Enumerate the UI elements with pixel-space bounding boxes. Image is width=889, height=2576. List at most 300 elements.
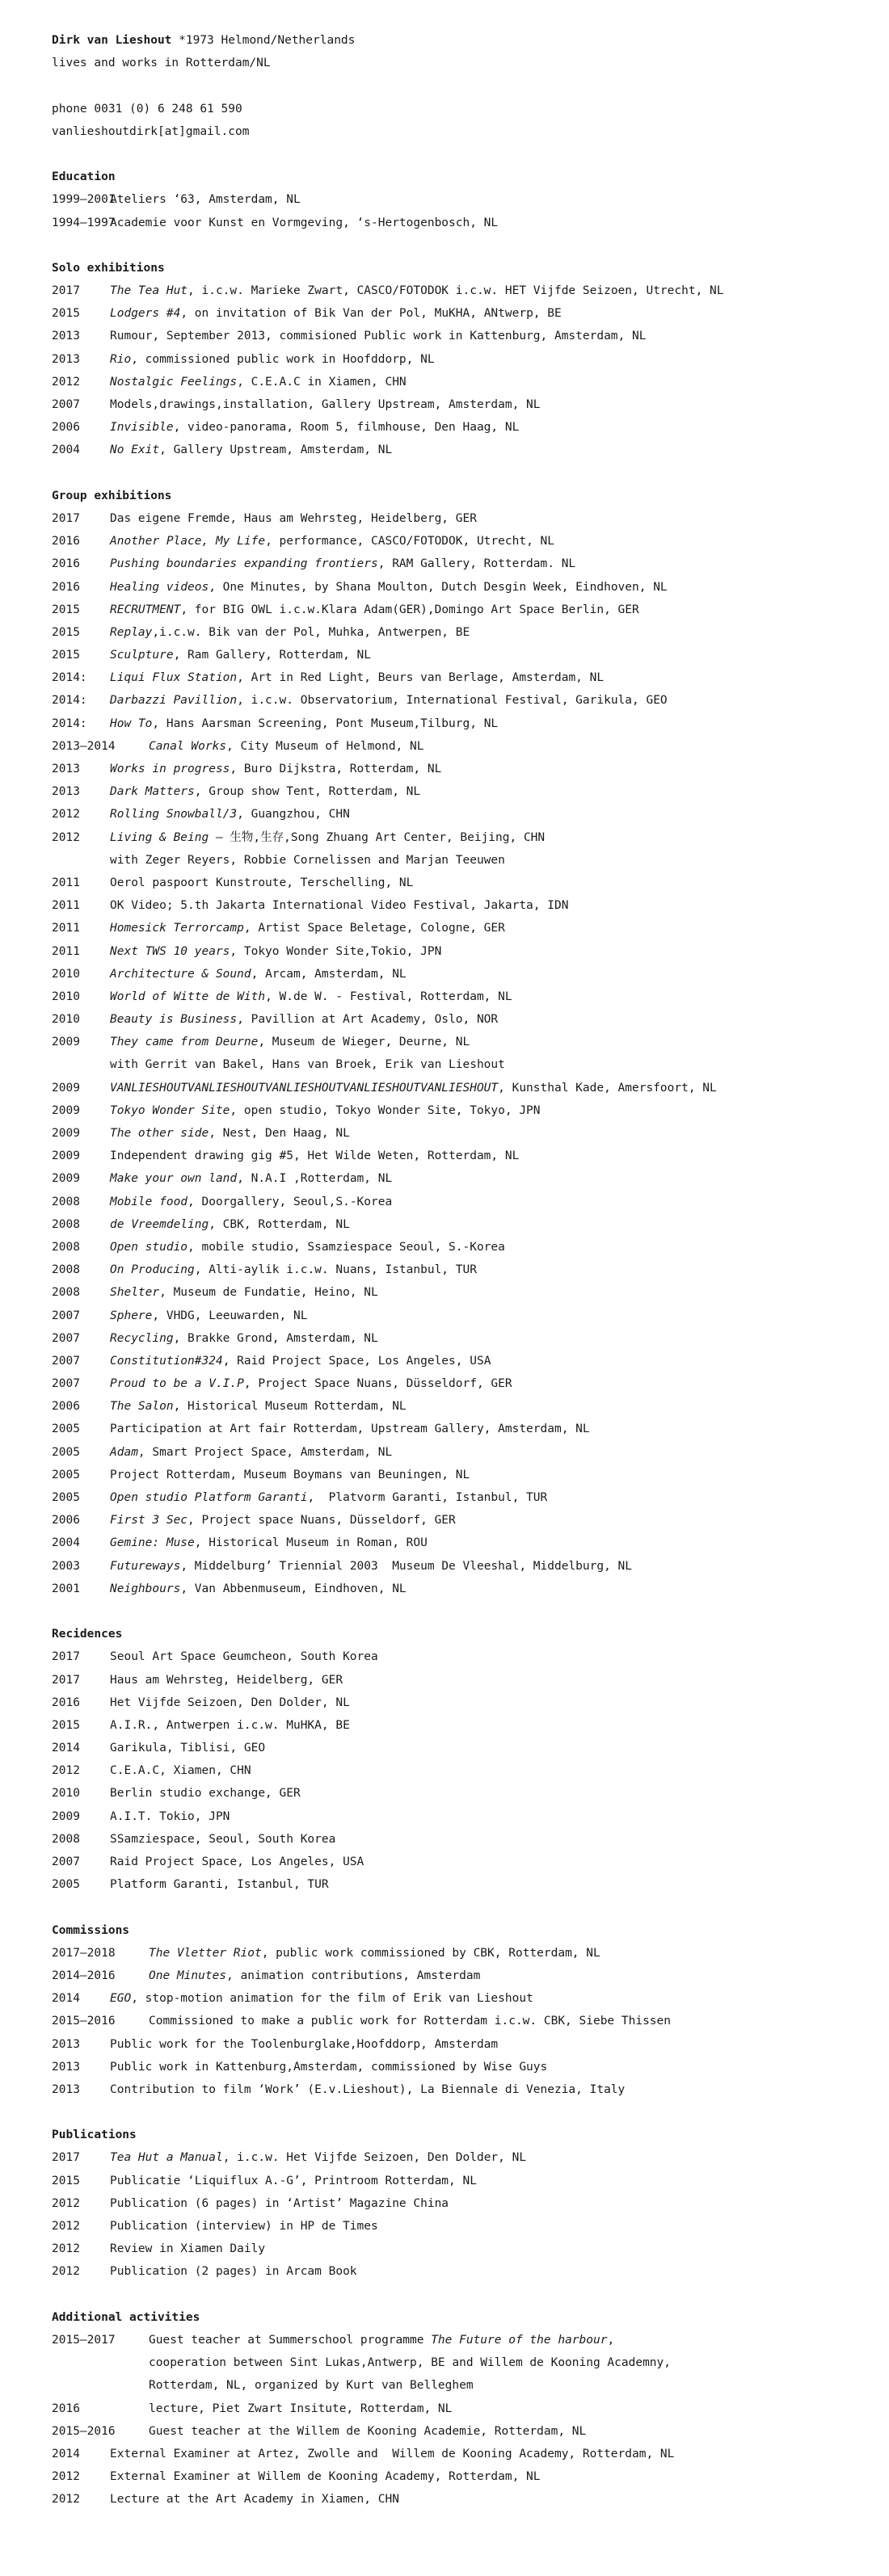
entry-year: 2016 [52, 557, 80, 571]
cv-entry [52, 1555, 889, 1578]
entry-text: Garikula, Tiblisi, GEO [110, 1742, 266, 1755]
entry-text: , Van Abbenmuseum, Eindhoven, NL [180, 1582, 407, 1595]
entry-text: , Art in Red Light, Beurs van Berlage, Amsterdam, NL [237, 671, 605, 685]
entry-title: Beauty is Business [110, 1013, 238, 1027]
cv-entry [52, 2192, 889, 2215]
entry-year: 2012 [52, 808, 80, 822]
cv-entry [52, 735, 889, 758]
cv-entry [52, 553, 889, 575]
entry-title: VANLIESHOUTVANLIESHOUTVANLIESHOUTVANLIESHOUTVANLIESHOUT [110, 1081, 499, 1095]
entry-text: , Historical Museum Rotterdam, NL [173, 1400, 407, 1414]
cv-section [52, 485, 889, 1623]
entry-text: , Guangzhou, CHN [237, 808, 350, 822]
entry-title: Invisible [110, 421, 174, 435]
entry-title: Open studio [110, 1240, 188, 1254]
entry-text: with Gerrit van Bakel, Hans van Broek, Erik van Lieshout [110, 1058, 505, 1072]
entry-year: 2013 [52, 785, 80, 799]
entry-text: , video-panorama, Room 5, filmhouse, Den Haag, NL [173, 421, 520, 435]
entry-year: 2015–2017 [52, 2333, 116, 2347]
entry-text: , VHDG, Leeuwarden, NL [152, 1309, 308, 1322]
entry-year: 2017 [52, 284, 80, 298]
entry-title: Tokyo Wonder Site [110, 1103, 230, 1117]
entry-year: 2010 [52, 1787, 80, 1801]
cv-entry [52, 1145, 889, 1167]
cv-entry [52, 2351, 889, 2374]
entry-title: Futureways [110, 1559, 181, 1573]
entry-title: Next TWS 10 years [110, 944, 230, 958]
cv-entry [52, 826, 889, 849]
entry-title: Works in progress [110, 763, 230, 775]
entry-title: Shelter [110, 1286, 160, 1300]
entry-year: 2009 [52, 1172, 80, 1186]
entry-year: 2006 [52, 1400, 80, 1414]
cv-entry [52, 279, 889, 302]
entry-title: Tea Hut a Manual [110, 2151, 223, 2165]
entry-text: , Group show Tent, Rotterdam, NL [194, 785, 421, 799]
entry-text: , Doorgallery, Seoul,S.-Korea [187, 1195, 393, 1208]
entry-title: The Salon [110, 1400, 174, 1414]
cv-entry [52, 393, 889, 416]
cv-section [52, 166, 889, 257]
entry-title: The other side [110, 1127, 209, 1140]
entry-year: 2007 [52, 1855, 80, 1868]
cv-entry [52, 758, 889, 780]
entry-text: , Raid Project Space, Los Angeles, USA [222, 1354, 491, 1368]
entry-title: EGO [110, 1992, 132, 2006]
entry-year: 2005 [52, 1468, 80, 1481]
entry-year: 2015 [52, 1718, 80, 1732]
entry-year: 2015–2016 [52, 2015, 116, 2028]
cv-entry [52, 1213, 889, 1236]
cv-entry [52, 599, 889, 621]
entry-text: , Arcam, Amsterdam, NL [251, 967, 407, 981]
entry-text: Models,drawings,installation, Gallery Upstream, Amsterdam, NL [110, 398, 541, 411]
entry-text: lecture, Piet Zwart Insitute, Rotterdam, NL [149, 2402, 453, 2415]
cv-entry [52, 1031, 889, 1053]
entry-text: SSamziespace, Seoul, South Korea [110, 1832, 336, 1846]
entry-title: Open studio Platform Garanti [110, 1491, 308, 1504]
entry-year: 2006 [52, 1514, 80, 1528]
entry-year: 2017–2018 [52, 1946, 116, 1960]
email-line: vanlieshoutdirk[at]gmail.com [52, 124, 250, 138]
section-gap [52, 1600, 889, 1623]
cv-entry [52, 1236, 889, 1259]
section-heading: Additional activities [52, 2310, 200, 2324]
cv-entry [52, 2170, 889, 2192]
entry-text: A.I.T. Tokio, JPN [110, 1809, 230, 1823]
entry-text: , Brakke Grond, Amsterdam, NL [173, 1331, 378, 1345]
entry-year: 2011 [52, 922, 80, 935]
cv-entry [52, 576, 889, 599]
cv-entry [52, 689, 889, 712]
entry-text: External Examiner at Artez, Zwolle and Willem de Kooning Academy, Rotterdam, NL [110, 2447, 675, 2460]
cv-entry [52, 2238, 889, 2260]
entry-title: Dark Matters [110, 785, 195, 799]
cv-entry [52, 963, 889, 985]
entry-year: 2007 [52, 1354, 80, 1368]
entry-text: , public work commissioned by CBK, Rotterdam, NL [261, 1946, 600, 1960]
cv-entry [52, 530, 889, 553]
entry-year: 2015 [52, 307, 80, 321]
cv-entry [52, 1851, 889, 1873]
entry-year: 2013 [52, 2060, 80, 2074]
entry-text: Participation at Art fair Rotterdam, Upstream Gallery, Amsterdam, NL [110, 1422, 590, 1436]
entry-text: , Pavillion at Art Academy, Oslo, NOR [237, 1013, 499, 1027]
entry-year: 2008 [52, 1263, 80, 1277]
entry-text: , One Minutes, by Shana Moulton, Dutch Desgin Week, Eindhoven, NL [209, 580, 668, 594]
entry-year: 2017 [52, 1650, 80, 1664]
cv-entry [52, 712, 889, 735]
cv-entry [52, 1395, 889, 1418]
entry-text: Berlin studio exchange, GER [110, 1787, 301, 1801]
entry-year: 2016 [52, 2402, 80, 2415]
entry-title: The Tea Hut [110, 284, 188, 298]
cv-entry [52, 416, 889, 439]
section-gap [52, 2101, 889, 2124]
entry-title: Sphere [110, 1309, 153, 1322]
section-gap [52, 462, 889, 485]
cv-entry [52, 1942, 889, 1965]
entry-year: 2008 [52, 1195, 80, 1208]
cv-entry [52, 212, 889, 234]
residence-line: lives and works in Rotterdam/NL [52, 57, 271, 70]
cv-entry [52, 1099, 889, 1122]
section-heading: Recidences [52, 1628, 123, 1641]
entry-text: Project Rotterdam, Museum Boymans van Beuningen, NL [110, 1468, 470, 1481]
entry-text: Lecture at the Art Academy in Xiamen, CHN [110, 2493, 399, 2507]
entry-year: 2005 [52, 1445, 80, 1459]
cv-entry [52, 1737, 889, 1759]
entry-text: , [607, 2333, 615, 2347]
entry-year: 2009 [52, 1127, 80, 1140]
cv-entry [52, 1464, 889, 1486]
entry-title: No Exit [110, 443, 160, 457]
entry-title: Neighbours [110, 1582, 181, 1595]
entry-text: OK Video; 5.th Jakarta International Video Festival, Jakarta, IDN [110, 899, 569, 913]
entry-text: Rumour, September 2013, commisioned Public work in Kattenburg, Amsterdam, NL [110, 330, 647, 343]
section-heading: Commissions [52, 1923, 130, 1937]
cv-entry [52, 1669, 889, 1691]
entry-year: 2015 [52, 649, 80, 662]
entry-text: ,i.c.w. Bik van der Pol, Muhka, Antwerpen, BE [152, 625, 470, 639]
entry-title: Make your own land [110, 1172, 238, 1186]
entry-text: Academie voor Kunst en Vormgeving, ‘s-Hertogenbosch, NL [110, 216, 499, 229]
cv-entry [52, 872, 889, 894]
entry-year: 2013 [52, 352, 80, 366]
entry-text: Seoul Art Space Geumcheon, South Korea [110, 1650, 378, 1664]
entry-text: , animation contributions, Amsterdam [226, 1969, 481, 1982]
cv-entry [52, 1008, 889, 1031]
entry-title: Rolling Snowball/3 [110, 808, 238, 822]
entry-text: Raid Project Space, Los Angeles, USA [110, 1855, 364, 1868]
entry-text: Publicatie ‘Liquiflux A.-G’, Printroom Rotterdam, NL [110, 2174, 477, 2187]
cv-entry [52, 2056, 889, 2078]
entry-text: cooperation between Sint Lukas,Antwerp, BE and Willem de Kooning Academny, [149, 2356, 672, 2370]
cv-entry [52, 1645, 889, 1668]
cv-entry [52, 621, 889, 644]
entry-text: Haus am Wehrsteg, Heidelberg, GER [110, 1673, 343, 1687]
entry-year: 2014 [52, 2447, 80, 2460]
entry-title: de Vreemdeling [110, 1217, 209, 1231]
entry-text: Das eigene Fremde, Haus am Wehrsteg, Heidelberg, GER [110, 511, 477, 525]
entry-text: with Zeger Reyers, Robbie Cornelissen and Marjan Teeuwen [110, 853, 505, 867]
entry-text: , C.E.A.C in Xiamen, CHN [237, 375, 407, 389]
cv-entry [52, 1350, 889, 1372]
entry-text: , open studio, Tokyo Wonder Site, Tokyo, JPN [230, 1103, 541, 1117]
cv-entry [52, 2033, 889, 2056]
entry-text: Publication (2 pages) in Arcam Book [110, 2265, 357, 2279]
cv-entry [52, 1053, 889, 1076]
entry-text: Ateliers ‘63, Amsterdam, NL [110, 193, 301, 207]
cv-entry [52, 325, 889, 347]
entry-year: 2006 [52, 421, 80, 435]
entry-year: 2004 [52, 1536, 80, 1550]
entry-year: 2016 [52, 580, 80, 594]
entry-title: Living & Being [110, 830, 209, 844]
entry-title: On Producing [110, 1263, 195, 1277]
entry-text: , CBK, Rotterdam, NL [209, 1217, 350, 1231]
cv-entry [52, 1327, 889, 1350]
entry-year: 2013 [52, 330, 80, 343]
cv-entry [52, 1532, 889, 1554]
section-heading: Education [52, 170, 116, 184]
entry-year: 2014: [52, 716, 87, 730]
cv-entry [52, 1782, 889, 1805]
entry-text: , Hans Aarsman Screening, Pont Museum,Tilburg, NL [152, 716, 499, 730]
cv-entry [52, 1987, 889, 2010]
entry-title: Recycling [110, 1331, 174, 1345]
entry-title: How To [110, 716, 153, 730]
entry-year: 2005 [52, 1878, 80, 1892]
entry-text: , for BIG OWL i.c.w.Klara Adam(GER),Domingo Art Space Berlin, GER [180, 603, 639, 616]
cv-entry [52, 780, 889, 803]
cv-entry [52, 1714, 889, 1737]
entry-year: 2012 [52, 1764, 80, 1778]
entry-year: 2016 [52, 535, 80, 548]
entry-title: One Minutes [149, 1969, 227, 1982]
entry-title: Proud to be a V.I.P [110, 1377, 244, 1391]
entry-year: 2003 [52, 1559, 80, 1573]
cv-entry [52, 188, 889, 211]
cv-entry [52, 2397, 889, 2420]
cv-entry [52, 371, 889, 393]
entry-year: 2012 [52, 375, 80, 389]
cv-entry [52, 1578, 889, 1600]
entry-year: 2014: [52, 694, 87, 708]
entry-text: , Ram Gallery, Rotterdam, NL [173, 649, 372, 662]
entry-text: , performance, CASCO/FOTODOK, Utrecht, NL [265, 535, 554, 548]
entry-year: 2001 [52, 1582, 80, 1595]
entry-text: Oerol paspoort Kunstroute, Terschelling, NL [110, 876, 414, 889]
entry-year: 1999–2001 [52, 193, 116, 207]
entry-year: 2009 [52, 1081, 80, 1095]
cv-entry [52, 2443, 889, 2465]
entry-text: Independent drawing gig #5, Het Wilde Weten, Rotterdam, NL [110, 1149, 520, 1163]
entry-year: 2012 [52, 2196, 80, 2210]
entry-text: , Platvorm Garanti, Istanbul, TUR [307, 1491, 548, 1504]
entry-text: Contribution to film ‘Work’ (E.v.Lieshout), La Biennale di Venezia, Italy [110, 2082, 626, 2096]
cv-entry [52, 940, 889, 963]
cv-section [52, 1623, 889, 1918]
cv-section [52, 1919, 889, 2124]
cv-entry [52, 2078, 889, 2101]
entry-text: Public work for the Toolenburglake,Hoofddorp, Amsterdam [110, 2037, 499, 2051]
cv-entry [52, 803, 889, 826]
cv-entry [52, 2488, 889, 2511]
cv-entry [52, 348, 889, 371]
entry-title: RECRUTMENT [110, 603, 181, 616]
entry-year: 2007 [52, 398, 80, 411]
cv-entry [52, 1965, 889, 1987]
section-heading: Publications [52, 2128, 137, 2142]
entry-year: 2012 [52, 2242, 80, 2256]
entry-year: 2015–2016 [52, 2424, 116, 2438]
entry-year: 2015 [52, 603, 80, 616]
cv-entry [52, 1281, 889, 1304]
entry-title: Adam [110, 1445, 138, 1459]
entry-text: , RAM Gallery, Rotterdam. NL [377, 557, 576, 571]
cv-entry [52, 1305, 889, 1327]
entry-title: Homesick Terrorcamp [110, 922, 244, 935]
entry-year: 2008 [52, 1240, 80, 1254]
entry-year: 2009 [52, 1149, 80, 1163]
cv-sections [52, 166, 889, 2511]
entry-text: Het Vijfde Seizoen, Den Dolder, NL [110, 1696, 350, 1709]
entry-title: The Vletter Riot [149, 1946, 262, 1960]
entry-year: 2008 [52, 1286, 80, 1300]
entry-year: 2012 [52, 2265, 80, 2279]
cv-entry [52, 1122, 889, 1145]
entry-text: , Project Space Nuans, Düsseldorf, GER [243, 1377, 512, 1391]
entry-title: Rio [110, 352, 132, 366]
entry-title: Replay [110, 625, 153, 639]
cv-entry [52, 1509, 889, 1532]
entry-text: Rotterdam, NL, organized by Kurt van Belleghem [149, 2379, 474, 2393]
entry-title: Liqui Flux Station [110, 671, 238, 685]
cv-entry [52, 2465, 889, 2488]
entry-text: Platform Garanti, Istanbul, TUR [110, 1878, 329, 1892]
entry-year: 2010 [52, 967, 80, 981]
entry-year: 2011 [52, 876, 80, 889]
entry-text: Publication (6 pages) in ‘Artist’ Magazine China [110, 2196, 449, 2210]
entry-title: Healing videos [110, 580, 209, 594]
entry-year: 2007 [52, 1377, 80, 1391]
entry-year: 2017 [52, 511, 80, 525]
entry-year: 2010 [52, 990, 80, 1003]
entry-text: , Smart Project Space, Amsterdam, NL [137, 1445, 393, 1459]
entry-text: , Artist Space Beletage, Cologne, GER [243, 922, 505, 935]
entry-text: , i.c.w. Marieke Zwart, CASCO/FOTODOK i.c.w. HET Vijfde Seizoen, Utrecht, NL [187, 284, 724, 298]
entry-year: 2015 [52, 2174, 80, 2187]
entry-year: 2014 [52, 1742, 80, 1755]
entry-year: 2008 [52, 1217, 80, 1231]
entry-title: Pushing boundaries expanding frontiers [110, 557, 378, 571]
entry-year: 2004 [52, 443, 80, 457]
entry-text: , Kunsthal Kade, Amersfoort, NL [498, 1081, 717, 1095]
entry-title: Mobile food [110, 1195, 188, 1208]
cv-entry [52, 644, 889, 666]
cv-entry [52, 1167, 889, 1190]
entry-year: 2012 [52, 2470, 80, 2484]
entry-title: World of Witte de With [110, 990, 266, 1003]
entry-year: 2012 [52, 2220, 80, 2233]
cv-entry [52, 1372, 889, 1395]
entry-text: , Nest, Den Haag, NL [209, 1127, 350, 1140]
entry-title: They came from Deurne [110, 1036, 259, 1049]
entry-year: 2014 [52, 1992, 80, 2006]
entry-text: , on invitation of Bik Van der Pol, MuKHA, ANtwerp, BE [180, 307, 562, 321]
section-gap [52, 234, 889, 257]
entry-title: Gemine: Muse [110, 1536, 195, 1550]
entry-text: , Gallery Upstream, Amsterdam, NL [159, 443, 393, 457]
entry-text: , Project space Nuans, Düsseldorf, GER [187, 1514, 456, 1528]
entry-text: , N.A.I ,Rotterdam, NL [237, 1172, 393, 1186]
cv-entry [52, 2260, 889, 2283]
entry-year: 2012 [52, 830, 80, 844]
cv-entry [52, 1691, 889, 1714]
entry-year: 2013–2014 [52, 739, 116, 753]
cv-entry [52, 2146, 889, 2169]
cv-entry [52, 985, 889, 1008]
cv-entry [52, 2215, 889, 2238]
entry-year: 2010 [52, 1013, 80, 1027]
entry-title: Another Place, My Life [110, 535, 266, 548]
entry-text: , Middelburg’ Triennial 2003 Museum De Vleeshal, Middelburg, NL [180, 1559, 633, 1573]
entry-year: 2014–2016 [52, 1969, 116, 1982]
birth-info: *1973 Helmond/Netherlands [179, 34, 356, 47]
cv-entry [52, 2010, 889, 2032]
cv-entry [52, 2374, 889, 2397]
entry-text: , Alti-aylik i.c.w. Nuans, Istanbul, TUR [194, 1263, 477, 1277]
cv-entry [52, 1486, 889, 1509]
entry-title: Sculpture [110, 649, 174, 662]
entry-year: 2013 [52, 2082, 80, 2096]
entry-text: – 生物,生存,Song Zhuang Art Center, Beijing, CHN [209, 830, 546, 844]
phone-line: phone 0031 (0) 6 248 61 590 [52, 102, 242, 116]
cv-entry [52, 894, 889, 917]
entry-text: , Buro Dijkstra, Rotterdam, NL [230, 763, 442, 775]
entry-year: 2013 [52, 2037, 80, 2051]
cv-entry [52, 1828, 889, 1851]
cv-entry [52, 849, 889, 872]
cv-entry [52, 439, 889, 461]
cv-section [52, 257, 889, 485]
entry-year: 2017 [52, 1673, 80, 1687]
entry-text: , i.c.w. Het Vijfde Seizoen, Den Dolder, NL [222, 2151, 527, 2165]
entry-year: 2009 [52, 1103, 80, 1117]
entry-year: 2017 [52, 2151, 80, 2165]
cv-entry [52, 1418, 889, 1440]
entry-text: Guest teacher at the Willem de Kooning Academie, Rotterdam, NL [149, 2424, 587, 2438]
entry-text: Public work in Kattenburg,Amsterdam, commissioned by Wise Guys [110, 2060, 548, 2074]
entry-text: , City Museum of Helmond, NL [226, 739, 424, 753]
cv-entry [52, 507, 889, 530]
artist-name: Dirk van Lieshout [52, 34, 172, 47]
entry-text: C.E.A.C, Xiamen, CHN [110, 1764, 251, 1778]
cv-section [52, 2306, 889, 2511]
entry-title: The Future of the harbour [431, 2333, 608, 2347]
cv-entry [52, 1077, 889, 1099]
entry-text: External Examiner at Willem de Kooning Academy, Rotterdam, NL [110, 2470, 541, 2484]
entry-text: , Historical Museum in Roman, ROU [194, 1536, 428, 1550]
entry-year: 2005 [52, 1491, 80, 1504]
cv-entry [52, 1805, 889, 1828]
entry-title: Darbazzi Pavillion [110, 694, 238, 708]
entry-text: A.I.R., Antwerpen i.c.w. MuHKA, BE [110, 1718, 350, 1732]
entry-year: 2013 [52, 763, 80, 775]
entry-title: First 3 Sec [110, 1514, 188, 1528]
entry-text: Guest teacher at Summerschool programme [149, 2333, 432, 2347]
